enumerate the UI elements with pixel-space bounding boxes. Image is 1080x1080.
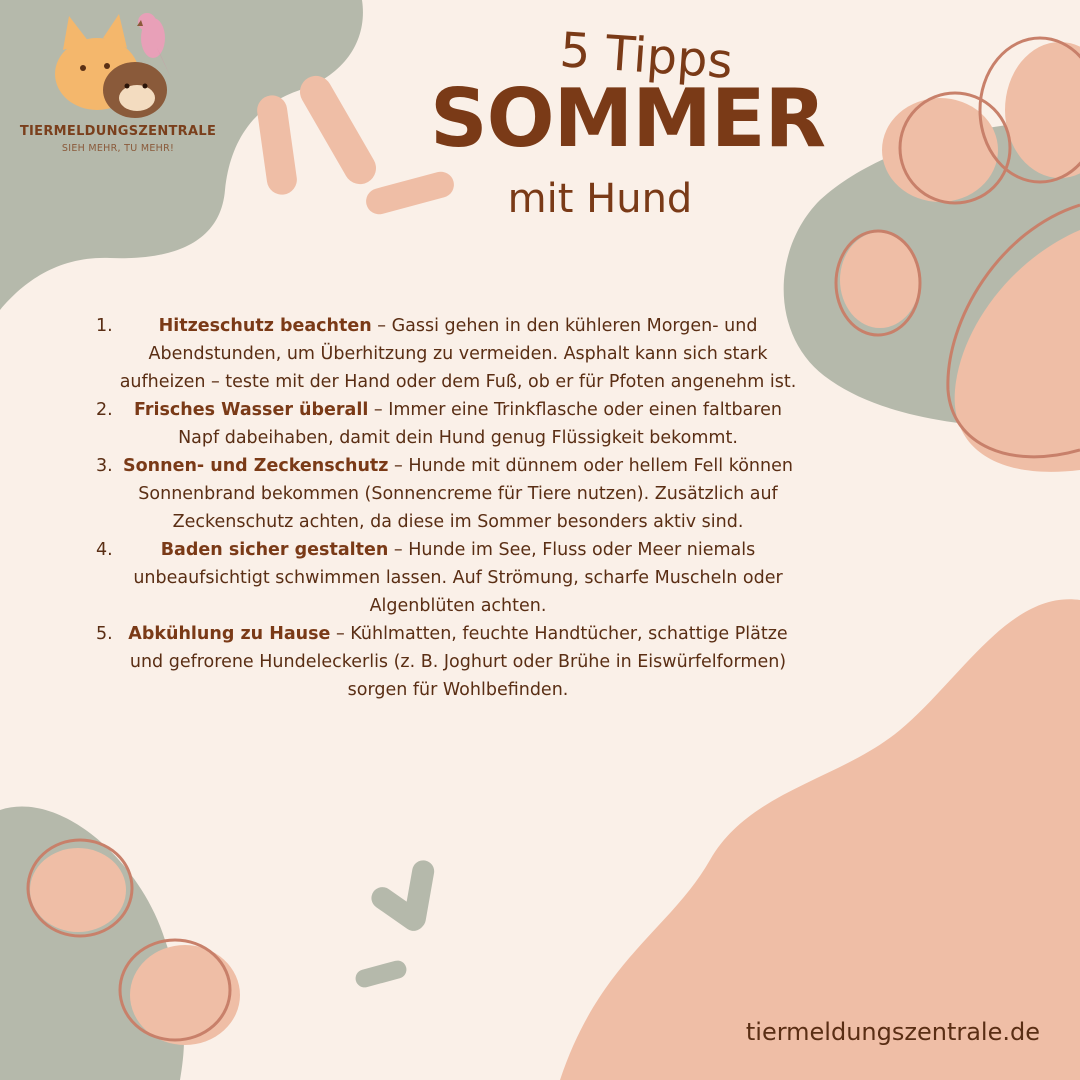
tip-number: 4.	[96, 540, 113, 560]
tips-list	[82, 312, 802, 704]
pets-illustration	[45, 8, 185, 120]
brand-name: TIERMELDUNGSZENTRALE	[19, 124, 217, 139]
tip-text: – Hunde im See, Fluss oder Meer niemals unbeaufsichtigt schwimmen lassen. Auf Strömung, scharfe Muscheln oder Algenblüten achten.	[133, 540, 783, 616]
sage-strokes-bottom	[354, 859, 436, 990]
title-sub: mit Hund	[507, 176, 693, 222]
brand-logo	[10, 8, 220, 158]
tip-text: – Immer eine Trinkflasche oder einen faltbaren Napf dabeihaben, damit dein Hund genug Flüssigkeit bekommt.	[178, 400, 782, 448]
tip-title: Abkühlung zu Hause	[128, 624, 331, 644]
tip-text: – Kühlmatten, feuchte Handtücher, schattige Plätze und gefrorene Hundeleckerlis (z. B. Joghurt oder Brühe in Eiswürfelformen) sorgen für Wohlbefinden.	[129, 624, 788, 700]
tip-text: – Hunde mit dünnem oder hellem Fell können Sonnenbrand bekommen (Sonnencreme für Tiere nutzen). Zusätzlich auf Zeckenschutz achten, da diese im Sommer besonders aktiv sind.	[138, 456, 793, 532]
title-tips-count: 5 Tipps	[558, 22, 735, 90]
tip-item	[82, 620, 802, 704]
title-main: SOMMER	[430, 72, 826, 165]
tip-number: 2.	[96, 400, 113, 420]
tip-title: Hitzeschutz beachten	[158, 316, 372, 336]
tip-number: 1.	[96, 316, 113, 336]
tip-title: Sonnen- und Zeckenschutz	[123, 456, 389, 476]
tip-item	[82, 396, 802, 452]
tip-item	[82, 536, 802, 620]
tip-number: 5.	[96, 624, 113, 644]
tip-text: – Gassi gehen in den kühleren Morgen- und Abendstunden, um Überhitzung zu vermeiden. Asphalt kann sich stark aufheizen – teste mit der Hand oder dem Fuß, ob er für Pfoten angenehm ist.	[119, 316, 797, 392]
tip-item	[82, 312, 802, 396]
website-url[interactable]: tiermeldungszentrale.de	[745, 1018, 1040, 1046]
tip-number: 3.	[96, 456, 113, 476]
tip-item	[82, 452, 802, 536]
tip-title: Frisches Wasser überall	[134, 400, 369, 420]
brand-slogan: SIEH MEHR, TU MEHR!	[61, 143, 175, 154]
tip-title: Baden sicher gestalten	[160, 540, 389, 560]
